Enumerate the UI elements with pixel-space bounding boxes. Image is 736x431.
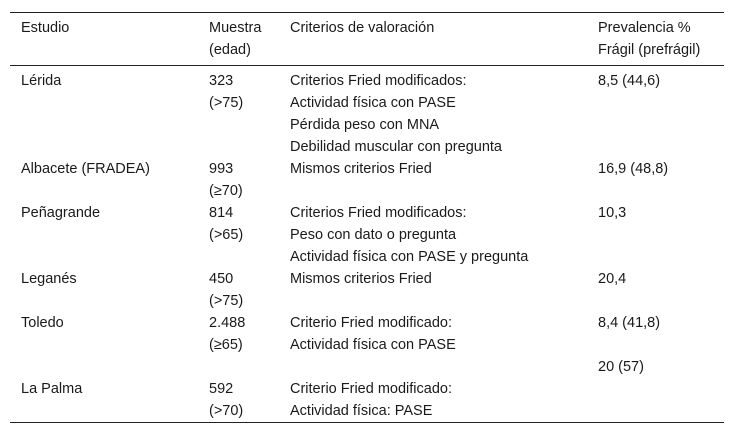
cell-estudio-text: Albacete (FRADEA): [21, 161, 150, 177]
header-muestra-line: Muestra: [209, 20, 262, 36]
table-row: [10, 158, 724, 202]
cell-muestra-line: 2.488: [209, 315, 246, 331]
table-row: [10, 312, 724, 378]
cell-prevalencia: [587, 70, 724, 158]
cell-muestra-line: (>75): [209, 293, 244, 309]
header-criterios-label: Criterios de valoración: [290, 20, 435, 36]
cell-estudio-text: Leganés: [21, 271, 77, 287]
cell-estudio-text: Toledo: [21, 315, 64, 331]
cell-estudio: [10, 70, 198, 158]
cell-estudio-text: Lérida: [21, 73, 62, 89]
cell-estudio: [10, 378, 198, 422]
cell-criterios-line: Actividad física con PASE: [290, 95, 456, 111]
cell-muestra-line: 323: [209, 73, 234, 89]
cell-criterios: [279, 202, 587, 268]
cell-criterios-line: Mismos criterios Fried: [290, 271, 432, 287]
cell-muestra: [198, 378, 279, 422]
cell-criterios-line: Debilidad muscular con pregunta: [290, 139, 502, 155]
cell-prevalencia: [587, 158, 724, 202]
header-prevalencia-line: Frágil (prefrágil): [598, 42, 701, 58]
cell-prevalencia: [587, 202, 724, 268]
table-header-row: [10, 13, 724, 66]
cell-muestra: [198, 158, 279, 202]
cell-estudio-text: Peñagrande: [21, 205, 101, 221]
cell-muestra-line: (≥70): [209, 183, 243, 199]
cell-muestra-line: (>65): [209, 227, 244, 243]
header-criterios: [279, 17, 587, 61]
table-row: [10, 378, 724, 422]
cell-estudio: [10, 268, 198, 312]
cell-criterios-line: Criterios Fried modificados:: [290, 73, 467, 89]
cell-criterios: [279, 268, 587, 312]
table-body: [10, 66, 724, 422]
cell-estudio: [10, 312, 198, 378]
cell-muestra: [198, 202, 279, 268]
cell-muestra: [198, 70, 279, 158]
cell-muestra: [198, 312, 279, 378]
cell-criterios-line: Criterio Fried modificado:: [290, 315, 452, 331]
table-row: [10, 202, 724, 268]
cell-muestra-line: 993: [209, 161, 234, 177]
cell-criterios-line: Criterio Fried modificado:: [290, 381, 452, 397]
header-estudio: [10, 17, 198, 61]
cell-prevalencia-line: [598, 334, 724, 356]
cell-muestra-line: (≥65): [209, 337, 243, 353]
table-row: [10, 268, 724, 312]
header-prevalencia-line: Prevalencia %: [598, 20, 691, 36]
cell-prevalencia: [587, 312, 724, 378]
cell-muestra: [198, 268, 279, 312]
cell-muestra-line: (>70): [209, 403, 244, 419]
header-estudio-label: Estudio: [21, 20, 70, 36]
cell-criterios-line: Actividad física: PASE: [290, 403, 433, 419]
cell-prevalencia-line: 20 (57): [598, 359, 644, 375]
cell-estudio-text: La Palma: [21, 381, 83, 397]
cell-prevalencia: [587, 268, 724, 312]
cell-prevalencia-line: 8,4 (41,8): [598, 315, 661, 331]
cell-muestra-line: 592: [209, 381, 234, 397]
cell-criterios: [279, 312, 587, 378]
cell-estudio: [10, 202, 198, 268]
table-row: [10, 70, 724, 158]
cell-criterios-line: Actividad física con PASE y pregunta: [290, 249, 529, 265]
cell-muestra-line: 814: [209, 205, 234, 221]
cell-criterios-line: Pérdida peso con MNA: [290, 117, 440, 133]
cell-criterios: [279, 378, 587, 422]
header-prevalencia: [587, 17, 724, 61]
cell-criterios-line: Peso con dato o pregunta: [290, 227, 457, 243]
header-muestra: [198, 17, 279, 61]
frailty-prevalence-table: [10, 12, 724, 423]
cell-criterios-line: Criterios Fried modificados:: [290, 205, 467, 221]
header-muestra-line: (edad): [209, 42, 251, 58]
cell-criterios: [279, 158, 587, 202]
cell-estudio: [10, 158, 198, 202]
cell-criterios-line: Mismos criterios Fried: [290, 161, 432, 177]
cell-muestra-line: 450: [209, 271, 234, 287]
cell-prevalencia-line: 20,4: [598, 271, 627, 287]
cell-prevalencia-line: 10,3: [598, 205, 627, 221]
cell-criterios: [279, 70, 587, 158]
cell-criterios-line: Actividad física con PASE: [290, 337, 456, 353]
cell-muestra-line: (>75): [209, 95, 244, 111]
cell-prevalencia-line: 8,5 (44,6): [598, 73, 661, 89]
cell-prevalencia: [587, 378, 724, 422]
cell-prevalencia-line: 16,9 (48,8): [598, 161, 669, 177]
